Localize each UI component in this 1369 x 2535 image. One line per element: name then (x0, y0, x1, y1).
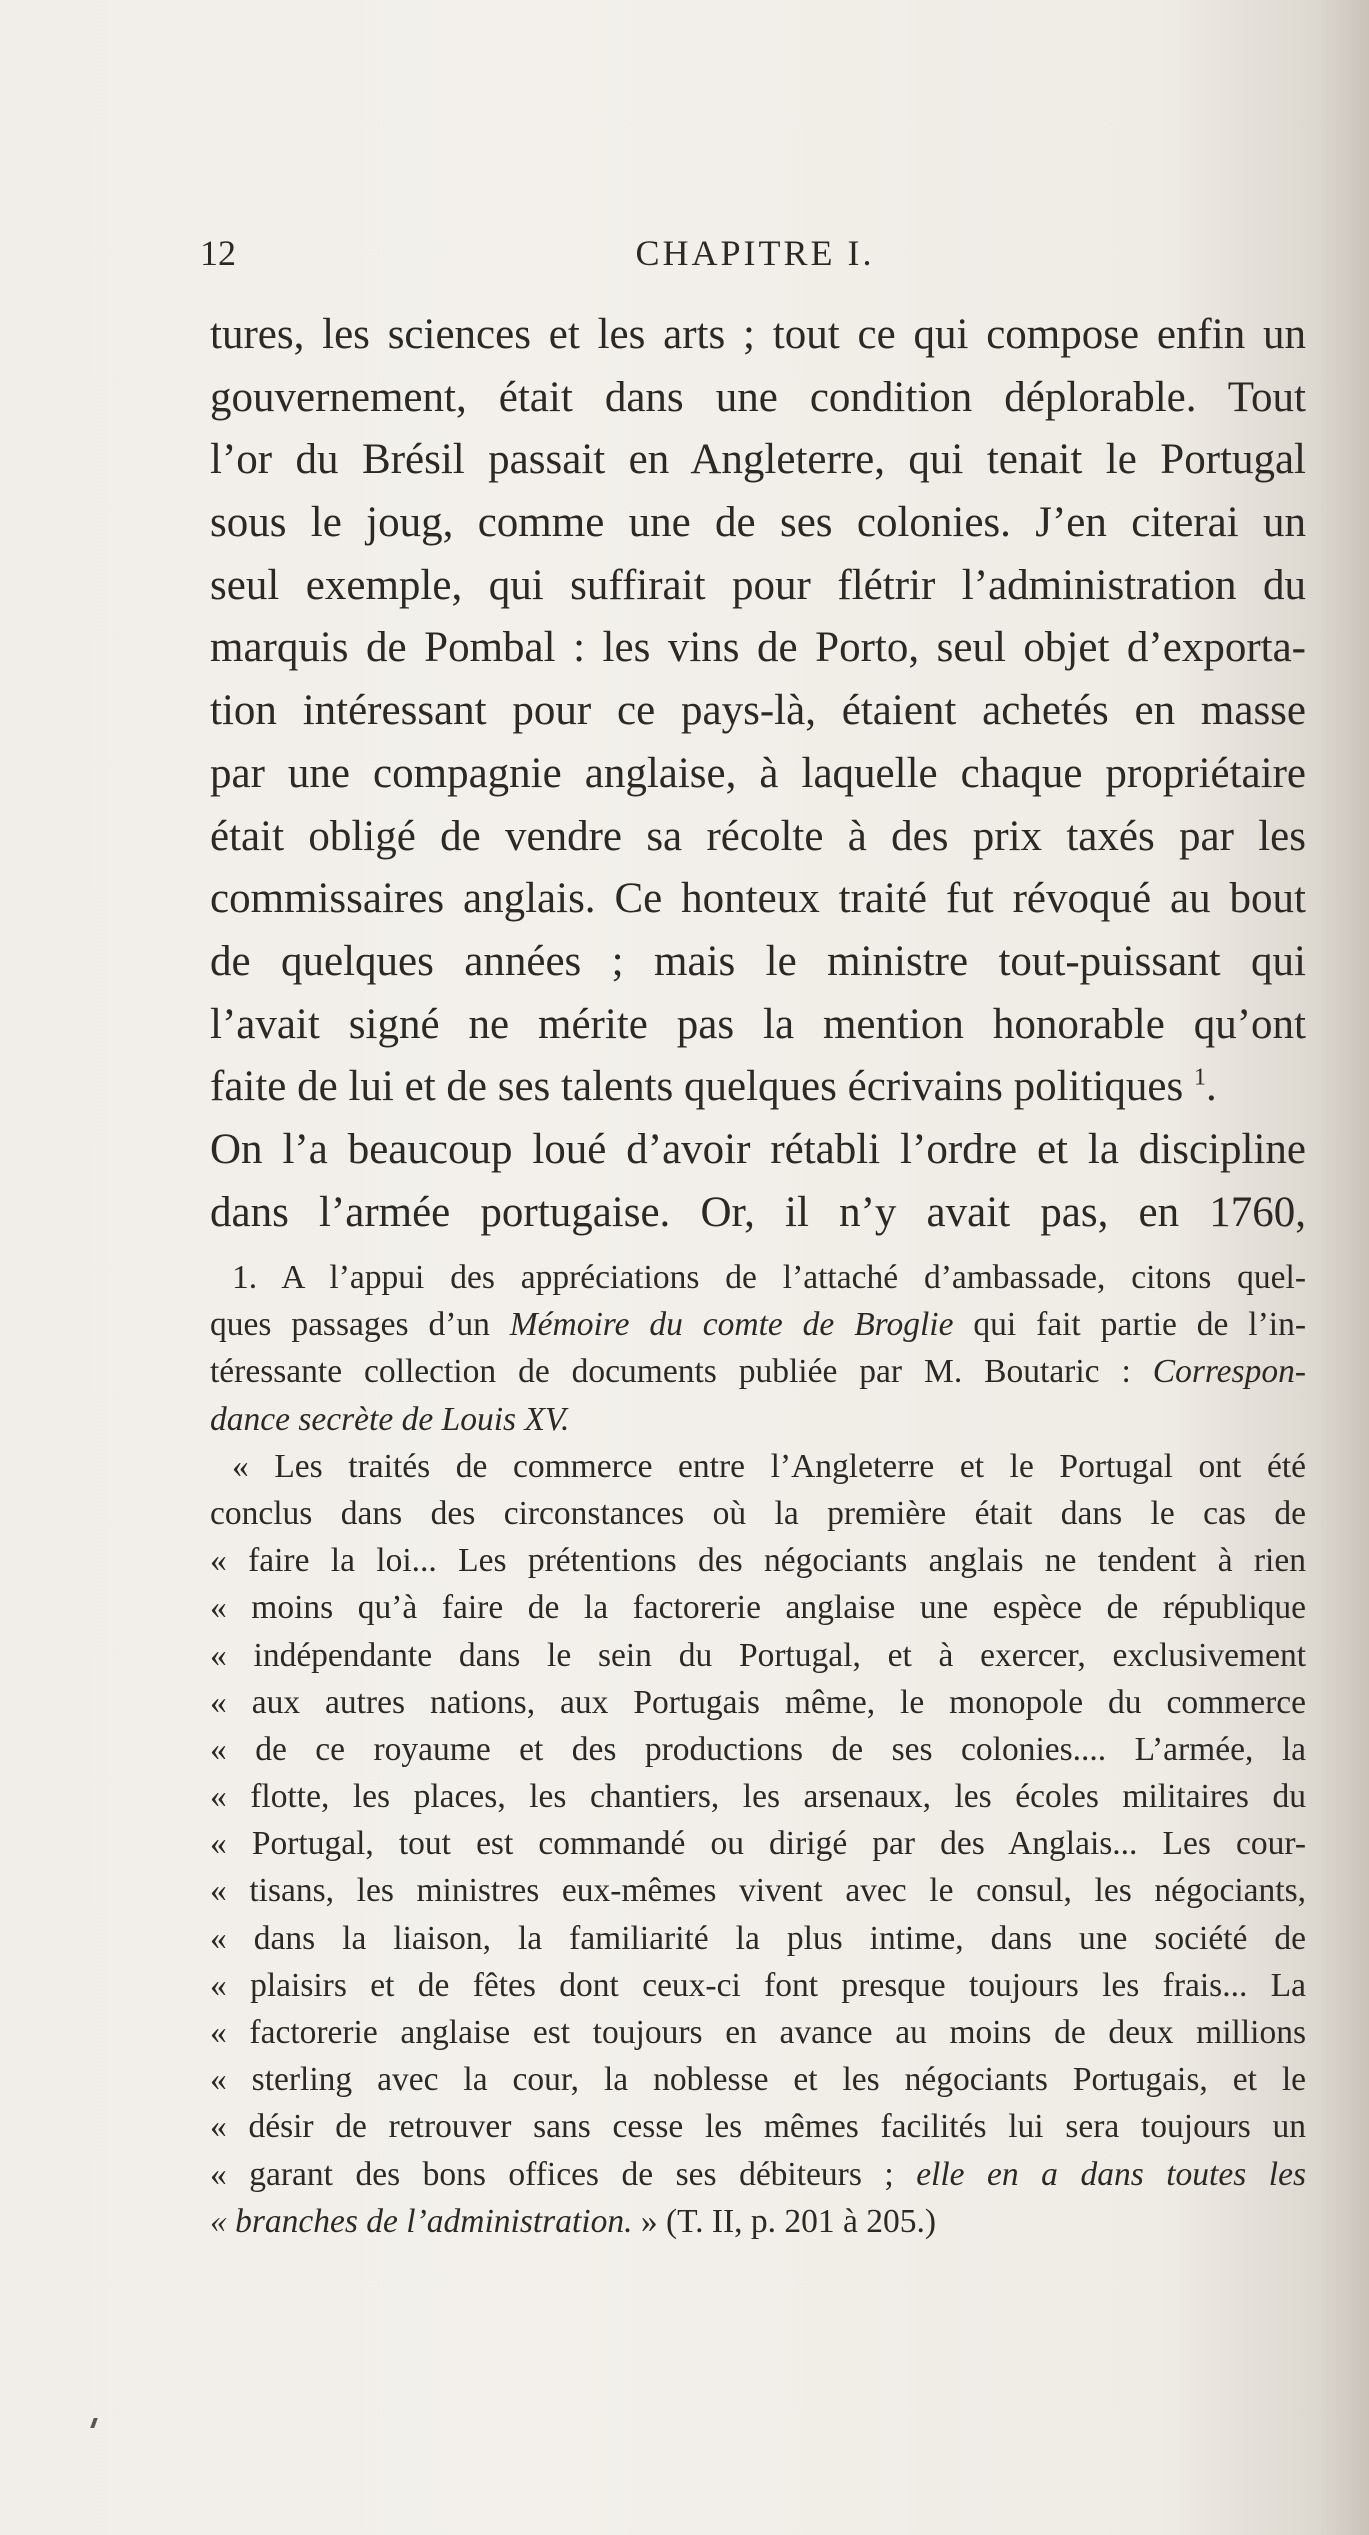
body-line: seul exemple, qui suffirait pour flétrir l’administration du (210, 561, 1306, 609)
body-line: de quelques années ; mais le ministre tout-puissant qui (210, 937, 1306, 985)
running-title: CHAPITRE I. (635, 233, 875, 273)
footnote-line: téressante collection de documents publiée par M. Boutaric : Correspon- (210, 1353, 1306, 1391)
cited-work-title: Correspon- (1152, 1353, 1306, 1391)
page-header (200, 232, 1310, 276)
body-line: l’or du Brésil passait en Angleterre, qui tenait le Portugal (210, 436, 1306, 484)
body-line-text: faite de lui et de ses talents quelques écrivains politiques (210, 1063, 1184, 1111)
footnote-line: ques passages d’un Mémoire du comte de Broglie qui fait partie de l’in- (210, 1306, 1306, 1344)
quote-line: « dans la liaison, la familiarité la plus intime, dans une société de (210, 1919, 1306, 1957)
body-line-with-footnote-ref: faite de lui et de ses talents quelques écrivains politiques $^1$. (210, 1063, 1217, 1111)
body-line: marquis de Pombal : les vins de Porto, seul objet d’exporta- (210, 624, 1306, 672)
quote-line: « moins qu’à faire de la factorerie anglaise une espèce de république (210, 1589, 1306, 1627)
ink-mark (90, 2418, 98, 2428)
quote-line: « branches de l’administration. » (T. II, p. 201 à 205.) (210, 2202, 937, 2240)
body-line: par une compagnie anglaise, à laquelle chaque propriétaire (210, 749, 1306, 797)
body-line: On l’a beaucoup loué d’avoir rétabli l’ordre et la discipline (210, 1125, 1306, 1173)
quote-line: « garant des bons offices de ses débiteurs ; elle en a dans toutes les (210, 2155, 1306, 2193)
body-text (210, 304, 1306, 1244)
quote-line: « factorerie anglaise est toujours en avance au moins de deux millions (210, 2014, 1306, 2051)
quote-line: « plaisirs et de fêtes dont ceux-ci font presque toujours les frais... La (210, 1966, 1306, 2004)
footnote (210, 1254, 1306, 2245)
quote-line: « sterling avec la cour, la noblesse et les négociants Portugais, et le (210, 2061, 1306, 2099)
quote-line: conclus dans des circonstances où la première était dans le cas de (210, 1494, 1306, 1532)
quote-line: « indépendante dans le sein du Portugal, et à exercer, exclusivement (210, 1636, 1306, 1674)
body-line: l’avait signé ne mérite pas la mention honorable qu’ont (210, 1000, 1306, 1048)
body-line: gouvernement, était dans une condition déplorable. Tout (210, 373, 1306, 421)
body-line: dans l’armée portugaise. Or, il n’y avait pas, en 1760, (210, 1188, 1306, 1236)
quote-line: « Portugal, tout est commandé ou dirigé par des Anglais... Les cour- (210, 1825, 1306, 1863)
quote-line: « tisans, les ministres eux-mêmes vivent avec le consul, les négociants, (210, 1872, 1306, 1910)
footnote-reference: 1 (1193, 1064, 1206, 1091)
body-line: sous le joug, comme une de ses colonies. J’en citerai un (210, 499, 1306, 547)
footnote-number: 1. (232, 1259, 258, 1296)
cited-work-title: Mémoire du comte de Broglie (509, 1306, 954, 1344)
body-line: commissaires anglais. Ce honteux traité fut révoqué au bout (210, 875, 1306, 923)
cited-work-title: dance secrète de Louis XV. (210, 1400, 570, 1438)
quote-line: « de ce royaume et des productions de ses colonies.... L’armée, la (210, 1730, 1306, 1768)
footnote-line: 1. A l’appui des appréciations de l’attaché d’ambassade, citons quel- (232, 1259, 1306, 1296)
quote-line: « aux autres nations, aux Portugais même, le monopole du commerce (210, 1683, 1306, 1721)
body-line: tures, les sciences et les arts ; tout ce qui compose enfin un (210, 311, 1306, 358)
quote-line: « faire la loi... Les prétentions des négociants anglais ne tendent à rien (210, 1542, 1306, 1580)
quote-line: « flotte, les places, les chantiers, les arsenaux, les écoles militaires du (210, 1778, 1306, 1816)
footnote-line (210, 1396, 1306, 1443)
quote-line: « désir de retrouver sans cesse les mêmes facilités lui sera toujours un (210, 2108, 1306, 2146)
quote-line: « Les traités de commerce entre l’Angleterre et le Portugal ont été (232, 1447, 1306, 1485)
page-number: 12 (200, 233, 236, 273)
body-line: était obligé de vendre sa récolte à des prix taxés par les (210, 812, 1306, 860)
body-line: tion intéressant pour ce pays-là, étaient achetés en masse (210, 687, 1306, 735)
